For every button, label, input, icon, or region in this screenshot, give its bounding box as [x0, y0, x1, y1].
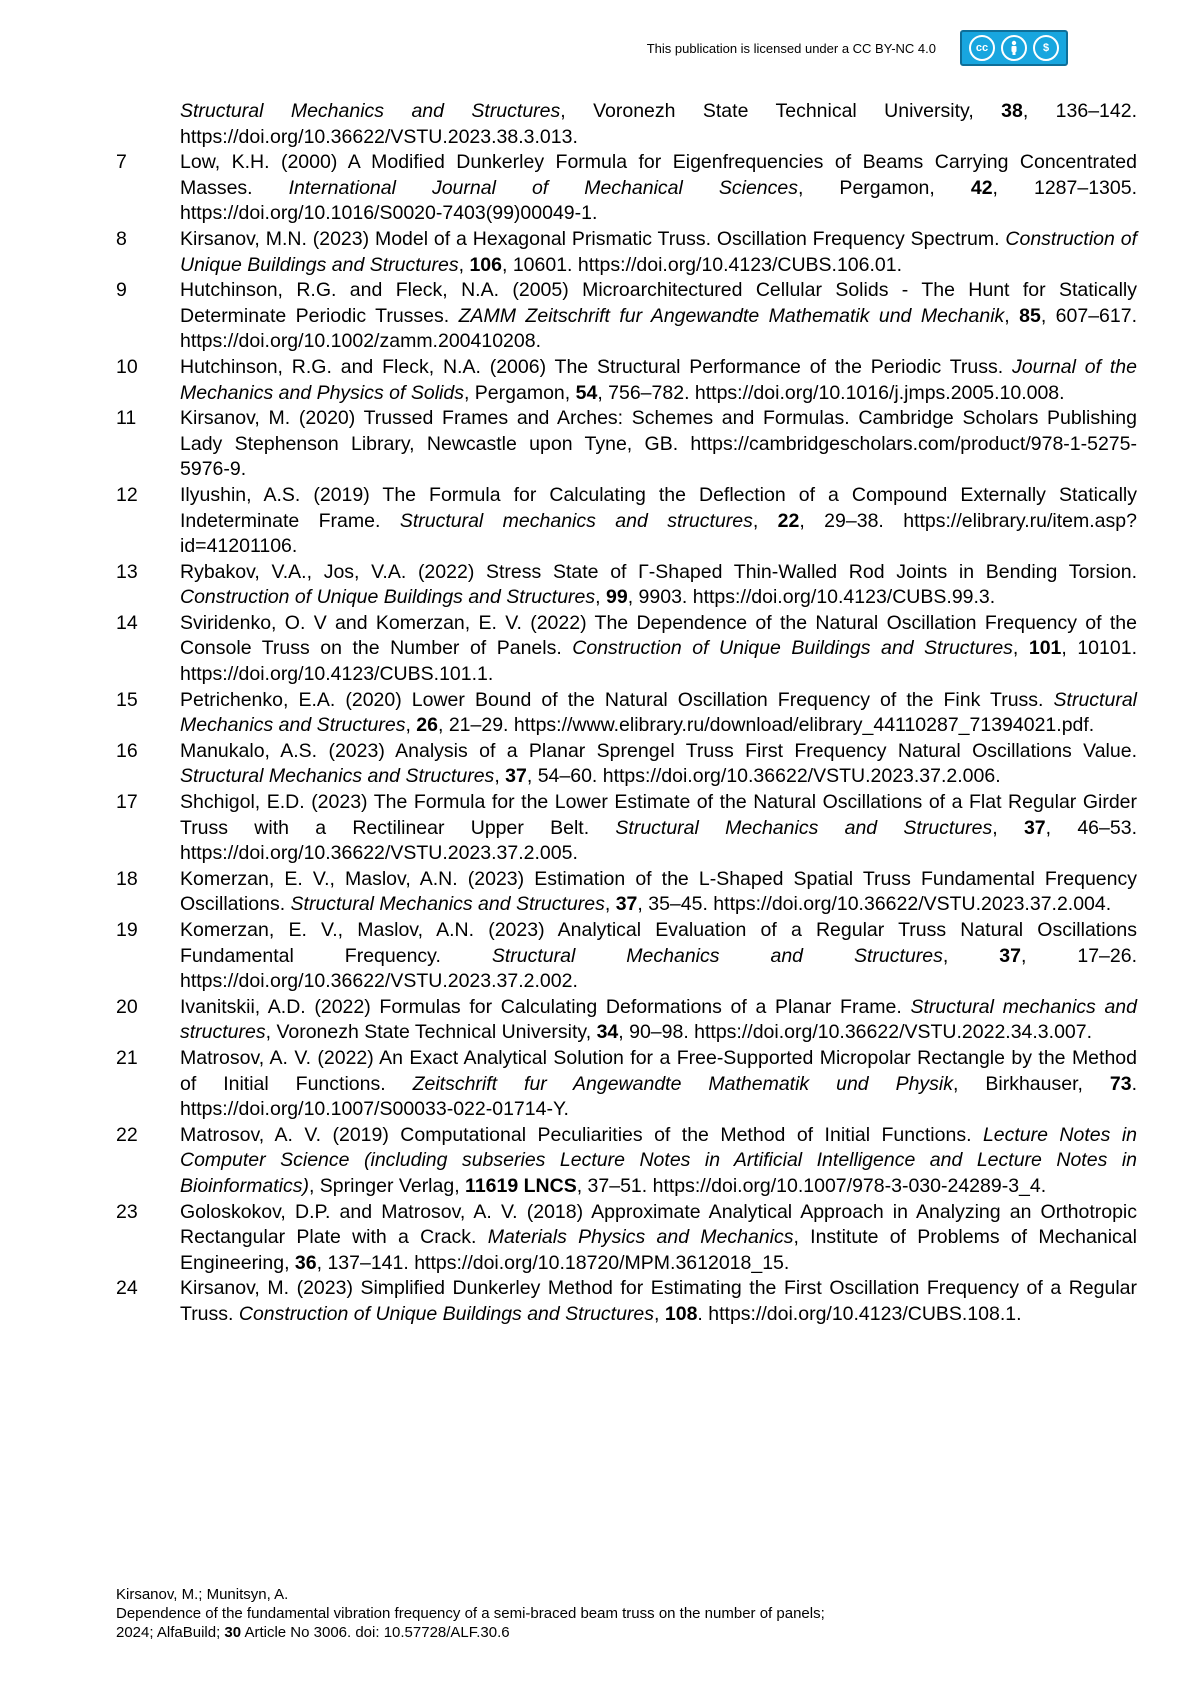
reference-item	[116, 355, 1137, 406]
reference-text: Structural Mechanics and Structures, Voronezh State Technical University, 38, 136–142. https://doi.org/10.36622/VSTU.2023.38.3.013.	[180, 100, 1137, 148]
reference-number: 16	[116, 739, 138, 762]
reference-number: 8	[116, 227, 127, 250]
reference-item	[116, 918, 1137, 995]
reference-text: Matrosov, A. V. (2022) An Exact Analytical Solution for a Free-Supported Micropolar Rectangle by the Method of Initial Functions. Zeitschrift fur Angewandte Mathematik und Physik, Birkhauser, 73. https://doi.org/10.1007/S00033-022-01714-Y.	[180, 1046, 1137, 1121]
reference-item	[116, 867, 1137, 918]
reference-text: Ivanitskii, A.D. (2022) Formulas for Calculating Deformations of a Planar Frame. Structural mechanics and structures, Voronezh State Technical University, 34, 90–98. https://doi.org/10.36622/VSTU.2022.34.3.007.	[180, 995, 1137, 1044]
reference-item	[116, 611, 1137, 688]
reference-number: 21	[116, 1046, 138, 1069]
reference-item	[116, 227, 1137, 278]
reference-item	[116, 560, 1137, 611]
footer-authors: Kirsanov, M.; Munitsyn, A.	[116, 1586, 289, 1603]
reference-item	[116, 1046, 1137, 1123]
reference-text: Low, K.H. (2000) A Modified Dunkerley Formula for Eigenfrequencies of Beams Carrying Concentrated Masses. International Journal of Mechanical Sciences, Pergamon, 42, 1287–1305. https://doi.org/10.1016/S0020-7403(99)00049-1.	[180, 151, 1138, 225]
reference-text: Ilyushin, A.S. (2019) The Formula for Calculating the Deflection of a Compound Externally Statically Indeterminate Frame. Structural mechanics and structures, 22, 29–38. https://elibrary.ru/item.asp?id=41201106.	[180, 483, 1137, 558]
reference-text: Goloskokov, D.P. and Matrosov, A. V. (2018) Approximate Analytical Approach in Analyzing an Orthotropic Rectangular Plate with a Crack. Materials Physics and Mechanics, Institute of Problems of Mechanical Engineering, 36, 137–141. https://doi.org/10.18720/MPM.3612018_15.	[180, 1200, 1137, 1274]
reference-text: Komerzan, E. V., Maslov, A.N. (2023) Analytical Evaluation of a Regular Truss Natural Oscillations Fundamental Frequency. Structural Mechanics and Structures, 37, 17–26. https://doi.org/10.36622/VSTU.2023.37.2.002.	[180, 919, 1138, 993]
by-icon	[1001, 35, 1027, 61]
reference-item	[116, 1123, 1137, 1200]
reference-item	[116, 1200, 1137, 1277]
reference-text: Manukalo, A.S. (2023) Analysis of a Planar Sprengel Truss First Frequency Natural Oscillations Value. Structural Mechanics and Structures, 37, 54–60. https://doi.org/10.36622/VSTU.2023.37.2.006.	[180, 739, 1137, 788]
reference-number: 9	[116, 279, 127, 302]
reference-item	[116, 790, 1137, 867]
reference-item	[116, 995, 1137, 1046]
reference-item	[116, 739, 1137, 790]
reference-text: Rybakov, V.A., Jos, V.A. (2022) Stress State of Г-Shaped Thin-Walled Rod Joints in Bending Torsion. Construction of Unique Buildings and Structures, 99, 9903. https://doi.org/10.4123/CUBS.99.3.	[180, 560, 1137, 609]
reference-text: Kirsanov, M.N. (2023) Model of a Hexagonal Prismatic Truss. Oscillation Frequency Spectrum. Construction of Unique Buildings and Structures, 106, 10601. https://doi.org/10.4123/CUBS.106.01.	[180, 227, 1137, 276]
nc-icon: $	[1033, 35, 1059, 61]
reference-item	[116, 1276, 1137, 1327]
reference-item	[116, 278, 1137, 355]
cc-license-badge[interactable]	[960, 30, 1068, 66]
reference-text: Sviridenko, O. V and Komerzan, E. V. (2022) The Dependence of the Natural Oscillation Frequency of the Console Truss on the Number of Panels. Construction of Unique Buildings and Structures, 101, 10101. https://doi.org/10.4123/CUBS.101.1.	[180, 611, 1137, 686]
footer-title: Dependence of the fundamental vibration frequency of a semi-braced beam truss on the number of panels;	[116, 1605, 825, 1622]
cc-icon: cc	[969, 35, 995, 61]
reference-number: 23	[116, 1200, 138, 1223]
reference-number: 17	[116, 791, 138, 814]
reference-text: Matrosov, A. V. (2019) Computational Peculiarities of the Method of Initial Functions. Lecture Notes in Computer Science (including subseries Lecture Notes in Artificial Intelligence and Lecture Notes in Bioinformatics), Springer Verlag, 11619 LNCS, 37–51. https://doi.org/10.1007/978-3-030-24289-3_4.	[180, 1123, 1137, 1197]
reference-number: 11	[116, 407, 137, 430]
reference-number	[116, 99, 180, 150]
reference-text: Petrichenko, E.A. (2020) Lower Bound of the Natural Oscillation Frequency of the Fink Truss. Structural Mechanics and Structures, 26, 21–29. https://www.elibrary.ru/download/elibrary_44110287_71394021.pdf.	[180, 688, 1137, 737]
reference-number: 7	[116, 151, 127, 174]
reference-number: 12	[116, 483, 138, 506]
reference-text: Kirsanov, M. (2023) Simplified Dunkerley Method for Estimating the First Oscillation Frequency of a Regular Truss. Construction of Unique Buildings and Structures, 108. https://doi.org/10.4123/CUBS.108.1.	[180, 1277, 1137, 1325]
reference-text: Shchigol, E.D. (2023) The Formula for the Lower Estimate of the Natural Oscillations of a Flat Regular Girder Truss with a Rectilinear Upper Belt. Structural Mechanics and Structures, 37, 46–53. https://doi.org/10.36622/VSTU.2023.37.2.005.	[180, 791, 1137, 865]
reference-number: 24	[116, 1277, 138, 1300]
reference-number: 13	[116, 560, 138, 583]
license-text: This publication is licensed under a CC BY-NC 4.0	[646, 40, 936, 56]
reference-number: 14	[116, 611, 138, 634]
reference-item	[116, 688, 1137, 739]
reference-item	[116, 483, 1137, 560]
footer-citation: 2024; AlfaBuild; 30 Article No 3006. doi: 10.57728/ALF.30.6	[116, 1624, 510, 1641]
reference-text: Kirsanov, M. (2020) Trussed Frames and Arches: Schemes and Formulas. Cambridge Scholars Publishing Lady Stephenson Library, Newcastle upon Tyne, GB. https://cambridgescholars.com/product/978-1-5275-5976-9.	[180, 407, 1137, 481]
reference-number: 19	[116, 919, 138, 941]
reference-number: 18	[116, 867, 138, 890]
reference-number: 20	[116, 995, 138, 1018]
reference-text: Komerzan, E. V., Maslov, A.N. (2023) Estimation of the L-Shaped Spatial Truss Fundamental Frequency Oscillations. Structural Mechanics and Structures, 37, 35–45. https://doi.org/10.36622/VSTU.2023.37.2.004.	[180, 867, 1137, 916]
license-bar	[647, 30, 1068, 66]
reference-number: 15	[116, 688, 138, 711]
reference-text: Hutchinson, R.G. and Fleck, N.A. (2005) Microarchitectured Cellular Solids - The Hunt for Statically Determinate Periodic Trusses. ZAMM Zeitschrift fur Angewandte Mathematik und Mechanik, 85, 607–617. https://doi.org/10.1002/zamm.200410208.	[180, 279, 1137, 353]
reference-list	[116, 99, 1137, 1328]
reference-item	[116, 150, 1137, 227]
reference-number: 22	[116, 1123, 138, 1146]
page-footer	[116, 1585, 825, 1642]
reference-number: 10	[116, 355, 138, 378]
reference-item	[116, 99, 1137, 150]
reference-text: Hutchinson, R.G. and Fleck, N.A. (2006) The Structural Performance of the Periodic Truss. Journal of the Mechanics and Physics of Solids, Pergamon, 54, 756–782. https://doi.org/10.1016/j.jmps.2005.10.008.	[180, 355, 1137, 404]
reference-item	[116, 406, 1137, 483]
